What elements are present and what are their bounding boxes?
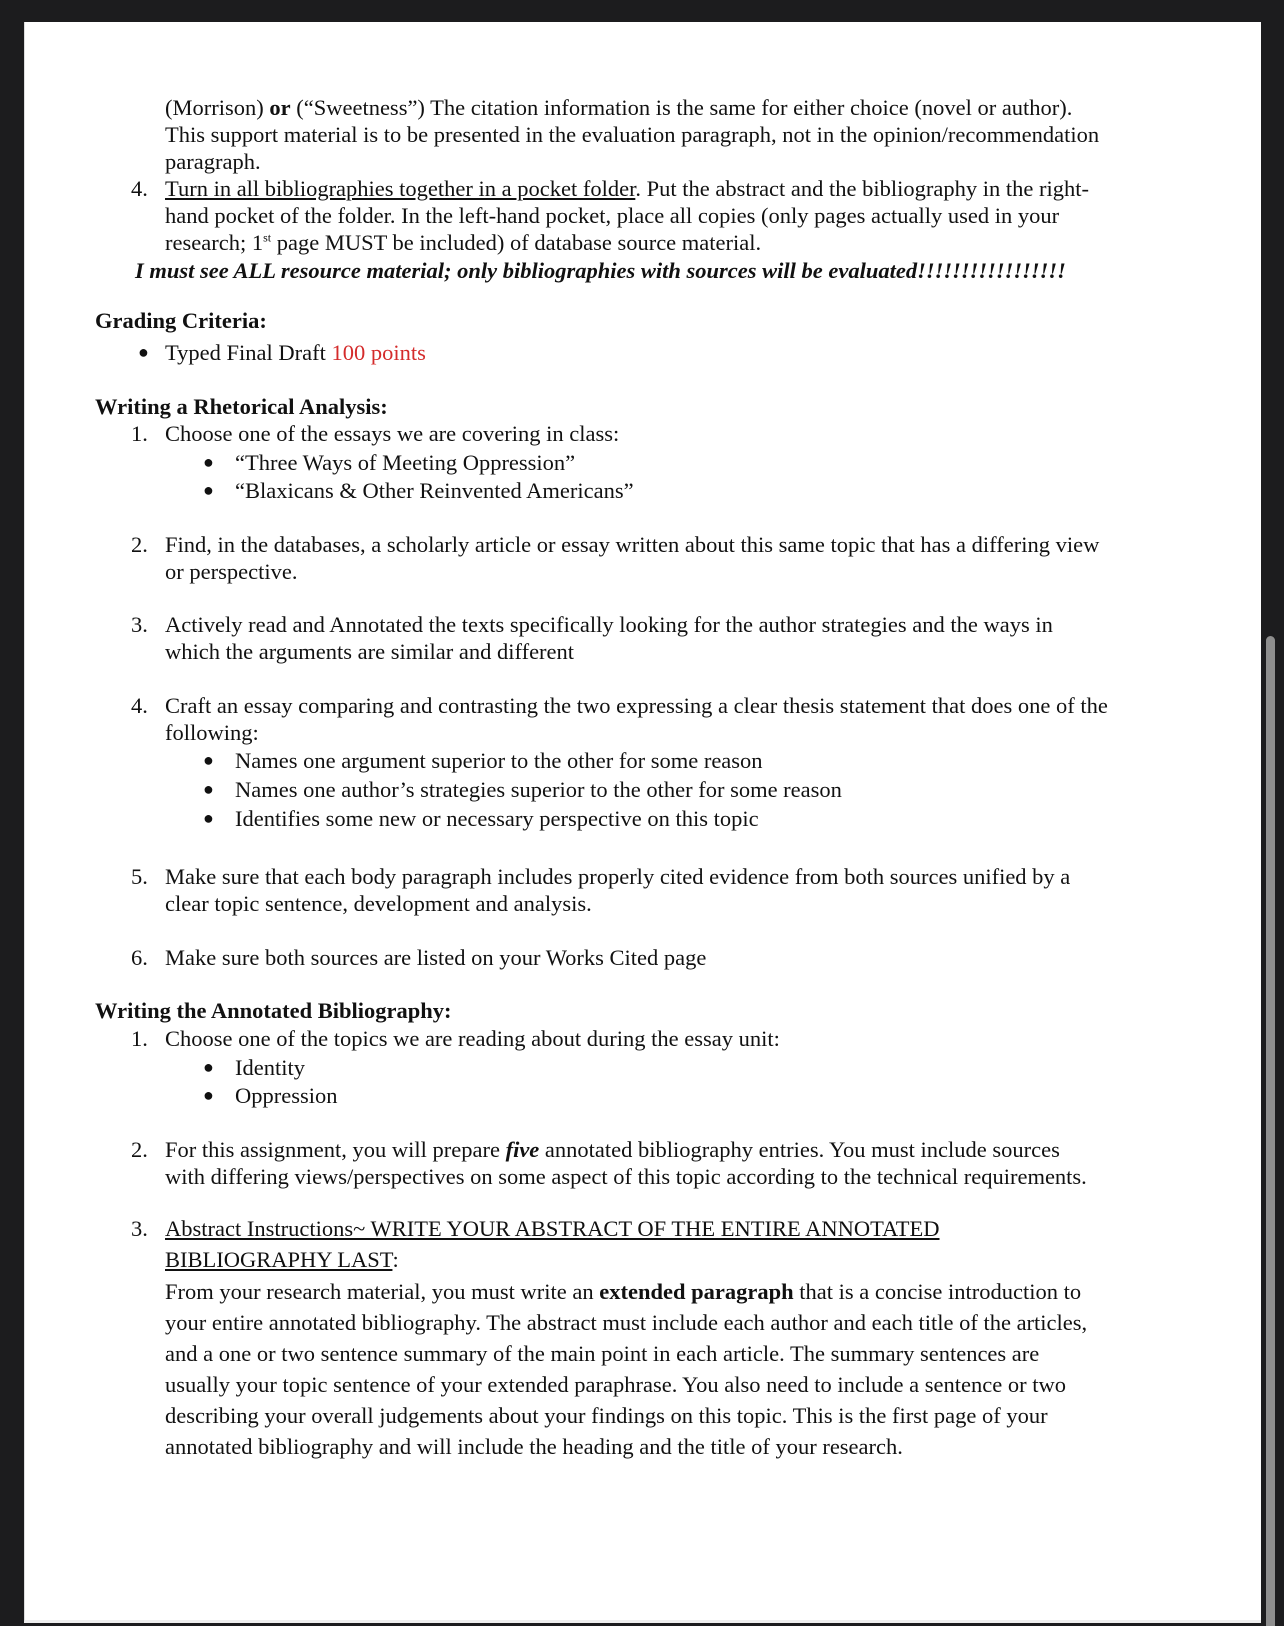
ann-item-2-line-2: with differing views/perspectives on some aspect of this topic according to the technical requirements. (165, 1164, 1087, 1189)
item-4-line-1 (165, 175, 1089, 202)
rhet-item-5-line-2: clear topic sentence, development and analysis. (165, 891, 592, 916)
ann-item-2-number: 2. (131, 1137, 148, 1162)
text: Abstract Instructions~ WRITE YOUR ABSTRACT OF THE ENTIRE ANNOTATED (165, 1216, 940, 1241)
bold-extended-paragraph: extended paragraph (599, 1279, 794, 1304)
document-page (24, 22, 1261, 1623)
text: For this assignment, you will prepare (165, 1137, 506, 1162)
text: annotated bibliography entries. You must include sources (539, 1137, 1060, 1162)
text: BIBLIOGRAPHY LAST (165, 1247, 393, 1272)
bullet-icon: ● (203, 452, 214, 472)
rhet-item-3-line-2: which the arguments are similar and different (165, 639, 575, 664)
abstract-line-2: your entire annotated bibliography. The abstract must include each author and each title of the articles, (165, 1310, 1088, 1335)
abstract-line-3: and a one or two sentence summary of the main point in each article. The summary sentences are (165, 1341, 1040, 1366)
rhet-item-5-line-1: Make sure that each body paragraph includes properly cited evidence from both sources unified by a (165, 864, 1071, 889)
thesis-option-3: Identifies some new or necessary perspective on this topic (235, 806, 759, 831)
text: that is a concise introduction to (793, 1279, 1082, 1304)
rhet-item-3-number: 3. (131, 612, 148, 637)
abstract-heading-line-2 (165, 1244, 399, 1276)
bullet-icon: ● (138, 342, 149, 362)
rhet-item-6-text: Make sure both sources are listed on your Works Cited page (165, 945, 707, 970)
pocket-folder-instruction: Turn in all bibliographies together in a pocket folder (165, 176, 636, 201)
text: Typed Final Draft (165, 340, 332, 365)
rhet-item-2-line-1: Find, in the databases, a scholarly article or essay written about this same topic that has a differing view (165, 532, 1100, 557)
bullet-icon: ● (203, 750, 214, 770)
continuation-line-1 (165, 94, 1072, 121)
text: page MUST be included) of database source material. (271, 230, 762, 255)
abstract-line-4: usually your topic sentence of your extended paraphrase. You also need to include a sentence or two (165, 1372, 1066, 1397)
item-4-line-2: hand pocket of the folder. In the left-hand pocket, place all copies (only pages actually used in your (165, 203, 1060, 228)
rhet-item-3-line-1: Actively read and Annotated the texts specifically looking for the author strategies and the ways in (165, 612, 1053, 637)
topic-option-1: Identity (235, 1055, 305, 1080)
rhet-item-4-number: 4. (131, 693, 148, 718)
text: : (392, 1247, 399, 1272)
bullet-icon: ● (203, 808, 214, 828)
abstract-line-5: describing your overall judgements about your findings on this topic. This is the first page of your (165, 1403, 1048, 1428)
rhet-item-4-line-1: Craft an essay comparing and contrasting the two expressing a clear thesis statement that does one of the (165, 693, 1108, 718)
ann-item-2-line-1 (165, 1136, 1060, 1163)
warning-text: I must see ALL resource material; only bibliographies with sources will be evaluated!!!!!!!!!!!!!!!!! (135, 258, 1066, 283)
bullet-icon: ● (203, 480, 214, 500)
thesis-option-2: Names one author’s strategies superior to the other for some reason (235, 777, 842, 802)
rhetorical-heading: Writing a Rhetorical Analysis: (95, 394, 388, 419)
rhet-item-5-number: 5. (131, 864, 148, 889)
superscript: st (263, 230, 272, 245)
text: (Morrison) (165, 95, 270, 120)
continuation-line-3: paragraph. (165, 149, 261, 174)
text: From your research material, you must write an (165, 1279, 600, 1304)
rhet-item-2-number: 2. (131, 532, 148, 557)
text: (“Sweetness”) The citation information is the same for either choice (novel or author). (290, 95, 1073, 120)
abstract-heading-line-1 (165, 1213, 940, 1245)
ann-item-1-text: Choose one of the topics we are reading about during the essay unit: (165, 1026, 780, 1051)
thesis-option-1: Names one argument superior to the other for some reason (235, 748, 763, 773)
continuation-line-2: This support material is to be presented in the evaluation paragraph, not in the opinion/recommendation (165, 122, 1100, 147)
ann-item-1-number: 1. (131, 1026, 148, 1051)
text: research; 1 (165, 230, 264, 255)
grading-heading: Grading Criteria: (95, 308, 267, 333)
bullet-icon: ● (203, 779, 214, 799)
points-value: 100 points (331, 340, 426, 365)
annotated-heading: Writing the Annotated Bibliography: (95, 998, 452, 1023)
scrollbar-thumb[interactable] (1266, 636, 1275, 1626)
emphasis-five: five (505, 1137, 540, 1162)
item-4-number: 4. (131, 176, 148, 201)
bullet-icon: ● (203, 1057, 214, 1077)
grading-item (165, 339, 426, 366)
rhet-item-1-number: 1. (131, 421, 148, 446)
bold-or: or (269, 95, 291, 120)
text: . Put the abstract and the bibliography in the right- (635, 176, 1089, 201)
abstract-line-6: annotated bibliography and will include the heading and the title of your research. (165, 1434, 903, 1459)
rhet-item-2-line-2: or perspective. (165, 559, 298, 584)
rhet-item-1-text: Choose one of the essays we are covering in class: (165, 421, 620, 446)
rhet-item-6-number: 6. (131, 945, 148, 970)
item-4-line-3 (165, 229, 761, 256)
bullet-icon: ● (203, 1085, 214, 1105)
essay-option-1: “Three Ways of Meeting Oppression” (235, 450, 576, 475)
topic-option-2: Oppression (235, 1083, 338, 1108)
essay-option-2: “Blaxicans & Other Reinvented Americans” (235, 478, 634, 503)
ann-item-3-number: 3. (131, 1216, 148, 1241)
rhet-item-4-line-2: following: (165, 720, 259, 745)
abstract-line-1 (165, 1276, 1081, 1308)
